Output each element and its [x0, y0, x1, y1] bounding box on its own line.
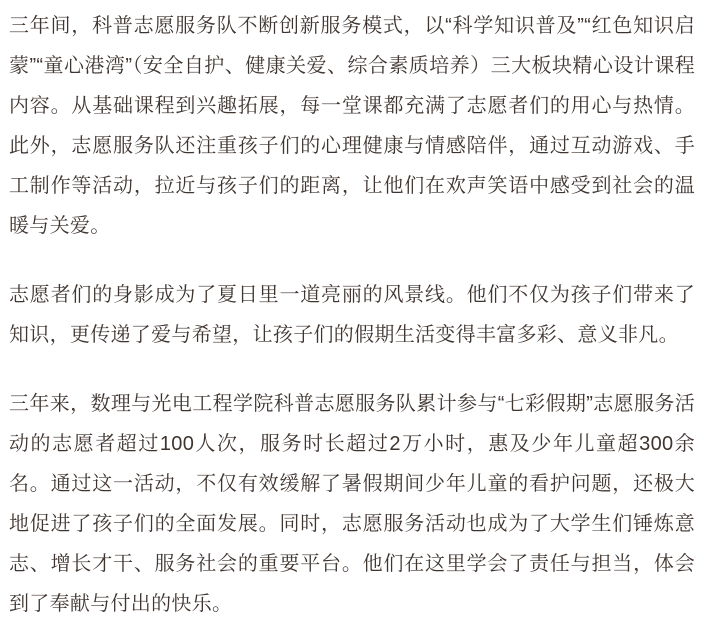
paragraph-volunteer-impact: 志愿者们的身影成为了夏日里一道亮丽的风景线。他们不仅为孩子们带来了知识，更传递了爱与希望，让孩子们的假期生活变得丰富多彩、意义非凡。 — [9, 284, 695, 346]
paragraph-course-design: 三年间，科普志愿服务队不断创新服务模式，以“科学知识普及”“红色知识启蒙”“童心港湾”（安全自护、健康关爱、综合素质培养）三大板块精心设计课程内容。从基础课程到兴趣拓展，每一堂课都充满了志愿者们的用心与热情。此外，志愿服务队还注重孩子们的心理健康与情感陪伴，通过互动游戏、手工制作等活动，拉近与孩子们的距离，让他们在欢声笑语中感受到社会的温暖与关爱。 — [9, 15, 695, 237]
paragraph-three-year-summary: 三年来，数理与光电工程学院科普志愿服务队累计参与“七彩假期”志愿服务活动的志愿者超过100人次，服务时长超过2万小时，惠及少年儿童超300余名。通过这一活动，不仅有效缓解了暑假期间少年儿童的看护问题，还极大地促进了孩子们的全面发展。同时，志愿服务活动也成为了大学生们锤炼意志、增长才干、服务社会的重要平台。他们在这里学会了责任与担当，体会到了奉献与付出的快乐。 — [9, 393, 695, 615]
